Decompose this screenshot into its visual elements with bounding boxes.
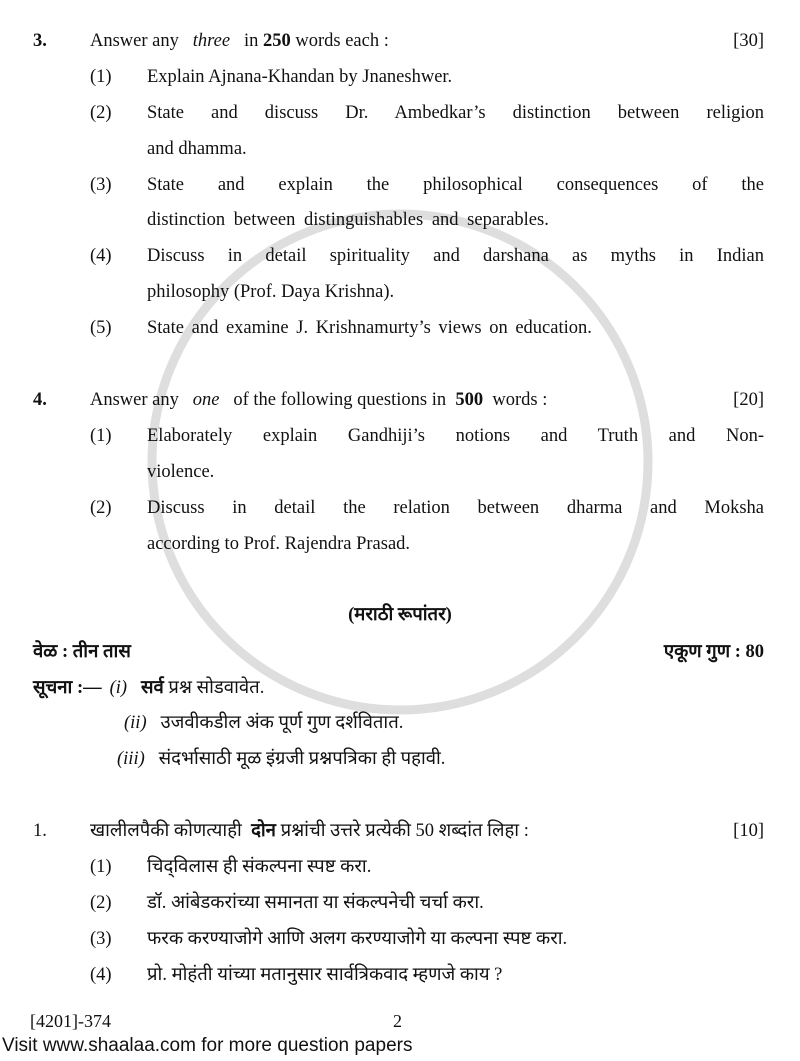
- marathi-q1-item-4-number: (4): [90, 965, 112, 985]
- q3-item-2-text-cont: and dhamma.: [147, 139, 247, 159]
- question-3-marks: [30]: [733, 31, 764, 51]
- time-label: वेळ : तीन तास: [33, 642, 131, 662]
- marathi-heading: (मराठी रूपांतर): [348, 605, 452, 625]
- q3-item-4-number: (4): [90, 246, 112, 266]
- note-2: (ii) उजवीकडील अंक पूर्ण गुण दर्शवितात.: [124, 713, 404, 733]
- note-3: (iii) संदर्भासाठी मूळ इंग्रजी प्रश्नपत्रिका ही पहावी.: [117, 749, 446, 769]
- marathi-q1-marks: [10]: [733, 821, 764, 841]
- question-3-number: 3.: [33, 31, 47, 51]
- page-number: 2: [393, 1011, 402, 1031]
- marathi-q1-instruction: खालीलपैकी कोणत्याही दोन प्रश्नांची उत्तरे प्रत्येकी 50 शब्दांत लिहा :: [90, 821, 529, 841]
- q3-item-5-text: State and examine J. Krishnamurty’s views on education.: [147, 318, 592, 338]
- marathi-q1-item-3-number: (3): [90, 929, 112, 949]
- note-1: (i) सर्व प्रश्न सोडवावेत.: [109, 678, 265, 698]
- question-4-marks: [20]: [733, 390, 764, 410]
- marathi-q1-item-1-number: (1): [90, 857, 112, 877]
- marathi-q1-item-4-text: प्रो. मोहंती यांच्या मतानुसार सार्वत्रिकवाद म्हणजे काय ?: [147, 965, 503, 985]
- question-3-row: [33, 30, 764, 52]
- q3-item-2-text: State and discuss Dr. Ambedkar’s distinction between religion: [147, 103, 764, 123]
- q3-item-2-number: (2): [90, 103, 112, 123]
- q3-item-4-text-cont: philosophy (Prof. Daya Krishna).: [147, 282, 395, 302]
- question-3-instruction: Answer any three in 250 words each :: [90, 31, 389, 51]
- q3-item-4-text: Discuss in detail spirituality and darshana as myths in Indian: [147, 246, 764, 266]
- marathi-q1-item-2-text: डॉ. आंबेडकरांच्या समानता या संकल्पनेची चर्चा करा.: [147, 893, 484, 913]
- marathi-q1-item-3-text: फरक करण्याजोगे आणि अलग करण्याजोगे या कल्पना स्पष्ट करा.: [147, 929, 568, 949]
- time-marks-row: [33, 641, 764, 663]
- paper-code: [4201]-374: [30, 1011, 111, 1031]
- q3-item-1-text: Explain Ajnana-Khandan by Jnaneshwer.: [147, 67, 453, 87]
- q4-item-1-text: Elaborately explain Gandhiji’s notions and Truth and Non-: [147, 426, 764, 446]
- q4-item-1-text-cont: violence.: [147, 462, 215, 482]
- question-4-row: [33, 389, 764, 411]
- visit-link[interactable]: Visit www.shaalaa.com for more question papers: [2, 1035, 413, 1056]
- q4-item-1-number: (1): [90, 426, 112, 446]
- q3-item-3-text-cont: distinction between distinguishables and separables.: [147, 210, 549, 230]
- marathi-q1-item-1-text: चिद्‌विलास ही संकल्पना स्पष्ट करा.: [147, 857, 372, 877]
- marathi-q1-number: 1.: [33, 821, 47, 841]
- q3-item-3-number: (3): [90, 175, 112, 195]
- q4-item-2-text: Discuss in detail the relation between dharma and Moksha: [147, 498, 764, 518]
- note-label: सूचना :—: [33, 678, 102, 698]
- q4-item-2-text-cont: according to Prof. Rajendra Prasad.: [147, 534, 411, 554]
- question-4-instruction: Answer any one of the following questions in 500 words :: [90, 390, 548, 410]
- q4-item-2-number: (2): [90, 498, 112, 518]
- total-marks: एकूण गुण : 80: [663, 642, 764, 662]
- note-row-1: [33, 677, 764, 699]
- marathi-q1-row: [33, 820, 764, 842]
- q3-item-3-text: State and explain the philosophical consequences of the: [147, 175, 764, 195]
- marathi-q1-item-2-number: (2): [90, 893, 112, 913]
- q3-item-1-number: (1): [90, 67, 112, 87]
- question-4-number: 4.: [33, 390, 47, 410]
- q3-item-5-number: (5): [90, 318, 112, 338]
